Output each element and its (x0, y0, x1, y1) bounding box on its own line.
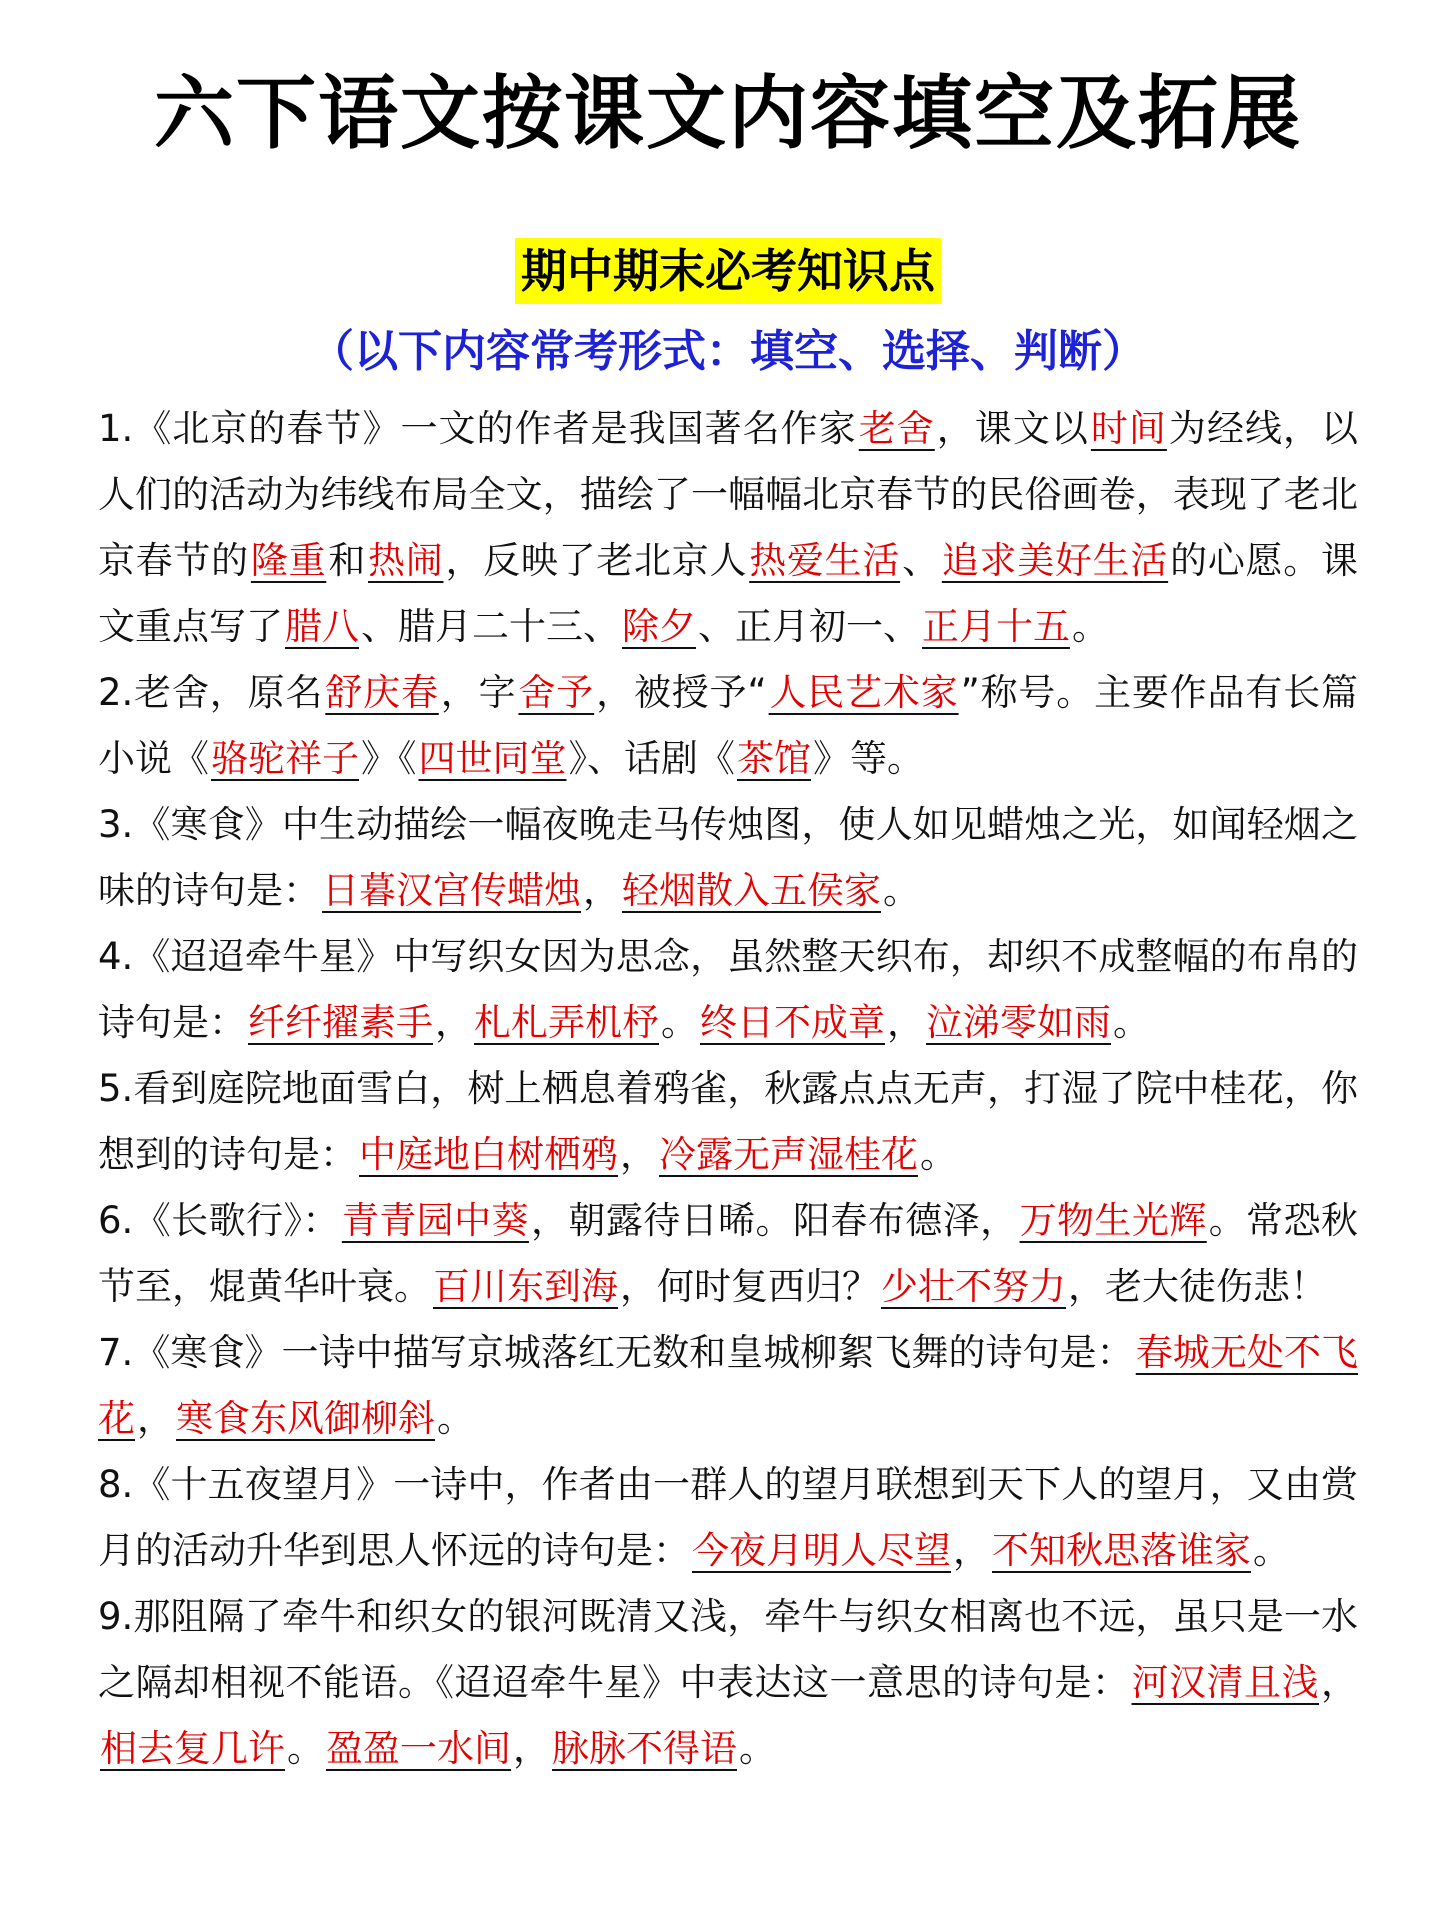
answer-blank: 时间 (1090, 407, 1167, 450)
answer-blank: 中庭地白树栖鸦 (359, 1133, 618, 1176)
answer-blank: 青青园中葵 (341, 1199, 529, 1242)
question-text: 。 (883, 869, 920, 912)
question-text: 》、话剧《 (568, 737, 735, 780)
answer-blank: 札札弄机杼 (474, 1001, 659, 1044)
question-text: 。 (287, 1727, 324, 1770)
question-text: 1.《北京的春节》一文的作者是我国著名作家 (98, 407, 857, 450)
question-item (98, 1188, 1358, 1320)
answer-blank: 百川东到海 (433, 1265, 618, 1308)
question-text: ，老大徒伤悲！ (1068, 1265, 1327, 1308)
question-text: 。 (739, 1727, 776, 1770)
question-item (98, 924, 1358, 1056)
question-text: ，朝露待日晞。阳春布德泽， (530, 1199, 1018, 1242)
answer-blank: 泣涕零如雨 (926, 1001, 1111, 1044)
answer-blank: 舍予 (518, 671, 595, 714)
answer-blank: 寒食东风御柳斜 (176, 1397, 435, 1440)
answer-blank: 舒庆春 (325, 671, 439, 714)
question-text: ， (583, 869, 620, 912)
question-item (98, 792, 1358, 924)
question-text: 。 (1253, 1529, 1290, 1572)
question-text: 。常恐秋节至，焜黄华叶衰。 (98, 1199, 1359, 1308)
subtitle-wrap (98, 238, 1358, 304)
answer-blank: 老舍 (858, 407, 935, 450)
page-title: 六下语文按课文内容填空及拓展 (154, 67, 1302, 160)
question-item (98, 1320, 1358, 1452)
question-text: 。 (661, 1001, 698, 1044)
question-text: ，何时复西归？ (620, 1265, 879, 1308)
question-item (98, 396, 1358, 660)
answer-blank: 热闹 (368, 539, 444, 582)
answer-blank: 相去复几许 (100, 1727, 285, 1770)
question-text: 9.那阻隔了牵牛和织女的银河既清又浅，牵牛与织女相离也不远，虽只是一水之隔却相视不能语。《迢迢牵牛星》中表达这一意思的诗句是： (98, 1595, 1358, 1704)
question-list (98, 396, 1358, 1782)
question-text: ， (435, 1001, 472, 1044)
answer-blank: 春城无处不飞花 (98, 1331, 1358, 1440)
answer-blank: 腊八 (285, 605, 359, 648)
answer-blank: 河汉清且浅 (1131, 1661, 1319, 1704)
answer-blank: 脉脉不得语 (552, 1727, 737, 1770)
question-item (98, 1584, 1358, 1782)
answer-blank: 日暮汉宫传蜡烛 (322, 869, 581, 912)
question-text: ，被授予“ (596, 671, 767, 714)
question-text: 为经线，以人们的活动为纬线布局全文，描绘了一幅幅北京春节的民俗画卷，表现了老北京春节的 (98, 407, 1359, 582)
question-text: 5.看到庭院地面雪白，树上栖息着鸦雀，秋露点点无声，打湿了院中桂花，你想到的诗句是： (98, 1067, 1358, 1176)
format-note: （以下内容常考形式：填空、选择、判断） (310, 326, 1146, 377)
answer-blank: 冷露无声湿桂花 (659, 1133, 918, 1176)
answer-blank: 热爱生活 (749, 539, 901, 582)
question-item (98, 1452, 1358, 1584)
answer-blank: 四世同堂 (418, 737, 567, 780)
question-text: 7.《寒食》一诗中描写京城落红无数和皇城柳絮飞舞的诗句是： (98, 1331, 1134, 1374)
question-text: 。 (920, 1133, 957, 1176)
question-text: 6.《长歌行》： (98, 1199, 340, 1242)
question-item (98, 660, 1358, 792)
answer-blank: 茶馆 (737, 737, 811, 780)
question-text: 、腊月二十三、 (361, 605, 620, 648)
question-text: 和 (328, 539, 367, 582)
question-text: 2.老舍，原名 (98, 671, 324, 714)
question-text: ， (953, 1529, 990, 1572)
question-item (98, 1056, 1358, 1188)
answer-blank: 今夜月明人尽望 (692, 1529, 951, 1572)
question-text: 。 (1072, 605, 1109, 648)
question-text: 、 (902, 539, 940, 582)
answer-blank: 不知秋思落谁家 (992, 1529, 1251, 1572)
question-text: ， (137, 1397, 174, 1440)
question-text: 》等。 (813, 737, 924, 780)
highlighted-subtitle: 期中期末必考知识点 (515, 238, 941, 304)
question-text: 。 (437, 1397, 474, 1440)
answer-blank: 终日不成章 (700, 1001, 885, 1044)
question-text: 的心愿。课文重点写了 (98, 539, 1358, 648)
question-text: 、正月初一、 (698, 605, 920, 648)
answer-blank: 少壮不努力 (881, 1265, 1066, 1308)
answer-blank: 正月十五 (922, 605, 1070, 648)
answer-blank: 隆重 (250, 539, 327, 582)
question-text: 4.《迢迢牵牛星》中写织女因为思念，虽然整天织布，却织不成整幅的布帛的诗句是： (98, 935, 1358, 1044)
answer-blank: 人民艺术家 (768, 671, 959, 714)
question-text: ， (513, 1727, 550, 1770)
question-text: 8.《十五夜望月》一诗中，作者由一群人的望月联想到天下人的望月，又由赏月的活动升华到思人怀远的诗句是： (98, 1463, 1358, 1572)
question-text: ， (887, 1001, 924, 1044)
question-text: ”称号。主要作品有长篇小说《 (98, 671, 1359, 780)
answer-blank: 盈盈一水间 (326, 1727, 511, 1770)
answer-blank: 骆驼祥子 (211, 737, 359, 780)
question-text: ，课文以 (936, 407, 1089, 450)
question-text: 》《 (361, 737, 417, 780)
question-text: ，反映了老北京人 (445, 539, 748, 582)
question-text: ， (1321, 1661, 1358, 1704)
question-text: 3.《寒食》中生动描绘一幅夜晚走马传烛图，使人如见蜡烛之光，如闻轻烟之味的诗句是： (98, 803, 1358, 912)
question-text: ，字 (440, 671, 517, 714)
answer-blank: 追求美好生活 (941, 539, 1169, 582)
answer-blank: 除夕 (622, 605, 696, 648)
answer-blank: 纤纤擢素手 (248, 1001, 433, 1044)
question-text: 。 (1113, 1001, 1150, 1044)
answer-blank: 轻烟散入五侯家 (622, 869, 881, 912)
question-text: ， (620, 1133, 657, 1176)
answer-blank: 万物生光辉 (1019, 1199, 1207, 1242)
